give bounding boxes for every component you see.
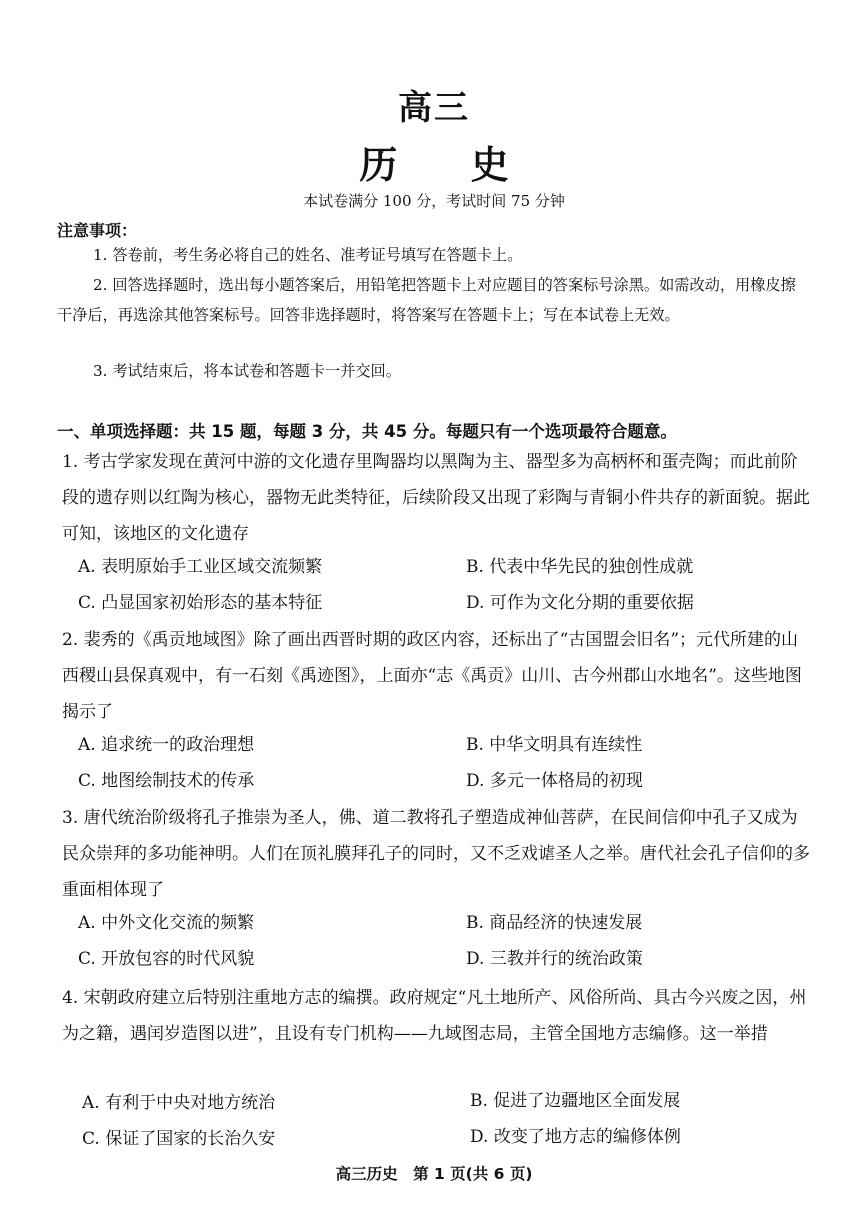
question-3-stem: 3. 唐代统治阶级将孔子推崇为圣人，佛、道二教将孔子塑造成神仙菩萨，在民间信仰中孔子又成为民众崇拜的多功能神明。人们在顶礼膜拜孔子的同时，又不乏戏谑圣人之举。唐代社会孔子信仰的多重面相体现了: [62, 808, 810, 900]
exam-info: 本试卷满分 100 分，考试时间 75 分钟: [303, 192, 565, 210]
question-4-option-c[interactable]: C. 保证了国家的长治久安: [82, 1129, 276, 1149]
question-2-stem: 2. 裴秀的《禹贡地域图》除了画出西晋时期的政区内容，还标出了“古国盟会旧名”；元代所建的山西稷山县保真观中，有一石刻《禹迹图》，上面亦“志《禹贡》山川、古今州郡山水地名”。这些地图揭示了: [62, 630, 802, 722]
question-1-option-d[interactable]: D. 可作为文化分期的重要依据: [466, 593, 694, 613]
question-1-stem: 1. 考古学家发现在黄河中游的文化遗存里陶器均以黑陶为主、器型多为高柄杯和蛋壳陶；而此前阶段的遗存则以红陶为核心，器物无此类特征，后续阶段又出现了彩陶与青铜小件共存的新面貌。据此可知，该地区的文化遗存: [62, 452, 810, 544]
question-3-option-b[interactable]: B. 商品经济的快速发展: [466, 913, 643, 933]
page-footer: 高三历史 第 1 页(共 6 页): [335, 1165, 533, 1183]
question-3-option-c[interactable]: C. 开放包容的时代风貌: [78, 949, 255, 969]
question-4-option-a[interactable]: A. 有利于中央对地方统治: [82, 1093, 276, 1113]
question-3-option-d[interactable]: D. 三教并行的统治政策: [466, 949, 643, 969]
question-4-stem: 4. 宋朝政府建立后特别注重地方志的编撰。政府规定“凡土地所产、风俗所尚、具古今兴废之因，州为之籍，遇闰岁造图以进”，且设有专门机构——九域图志局，主管全国地方志编修。这一举措: [62, 988, 807, 1044]
question-1-option-c[interactable]: C. 凸显国家初始形态的基本特征: [78, 593, 323, 613]
question-1-option-b[interactable]: B. 代表中华先民的独创性成就: [466, 557, 694, 577]
question-2-option-a[interactable]: A. 追求统一的政治理想: [78, 735, 255, 755]
note-item-2: 2. 回答选择题时，选出每小题答案后，用铅笔把答题卡上对应题目的答案标号涂黑。如需改动，用橡皮擦干净后，再选涂其他答案标号。回答非选择题时，将答案写在答题卡上；写在本试卷上无效。: [57, 276, 796, 324]
question-2-option-d[interactable]: D. 多元一体格局的初现: [466, 771, 643, 791]
grade-title: 高三: [398, 88, 470, 128]
question-4-option-b[interactable]: B. 促进了边疆地区全面发展: [470, 1091, 681, 1111]
section-title: 一、单项选择题：共 15 题，每题 3 分，共 45 分。每题只有一个选项最符合题意。: [57, 422, 677, 441]
notes-title: 注意事项：: [57, 221, 138, 240]
question-4-option-d[interactable]: D. 改变了地方志的编修体例: [470, 1127, 681, 1147]
note-item-1: 1. 答卷前，考生务必将自己的姓名、准考证号填写在答题卡上。: [93, 246, 523, 264]
subject-title: 历 史: [359, 143, 539, 187]
question-2-option-c[interactable]: C. 地图绘制技术的传承: [78, 771, 255, 791]
question-1-option-a[interactable]: A. 表明原始手工业区域交流频繁: [78, 557, 323, 577]
question-2-option-b[interactable]: B. 中华文明具有连续性: [466, 735, 643, 755]
question-3-option-a[interactable]: A. 中外文化交流的频繁: [78, 913, 255, 933]
note-item-3: 3. 考试结束后，将本试卷和答题卡一并交回。: [93, 362, 401, 380]
